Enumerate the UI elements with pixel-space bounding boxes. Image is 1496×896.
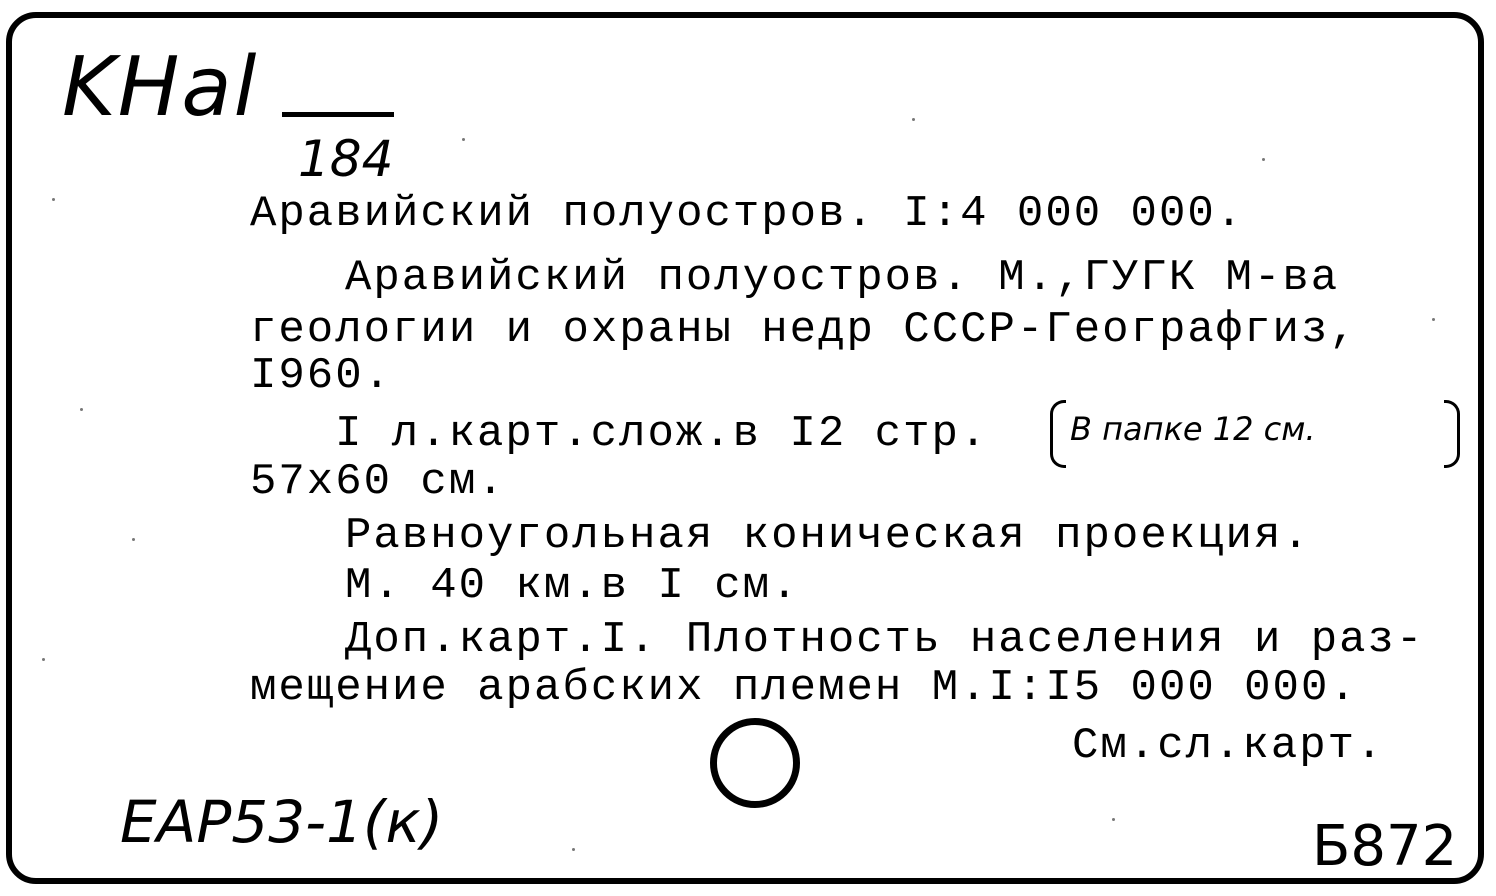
speck	[42, 658, 45, 661]
scale-line: М. 40 км.в I см.	[345, 561, 800, 611]
extent-line: I л.карт.слож.в I2 стр.	[335, 409, 989, 459]
see-next-card: См.сл.карт.	[1072, 721, 1385, 771]
catalog-card	[6, 12, 1484, 884]
projection-line: Равноугольная коническая проекция.	[345, 511, 1311, 561]
note-bracket-right	[1444, 400, 1460, 468]
publication-line-2: геологии и охраны недр СССР-Географгиз,	[250, 305, 1358, 355]
bottom-right-number: Б872	[1312, 814, 1458, 879]
punch-hole-icon	[710, 718, 800, 808]
speck	[52, 198, 55, 201]
publication-year: I960.	[250, 351, 393, 401]
speck	[462, 138, 465, 141]
supplement-line-1: Доп.карт.I. Плотность населения и раз-	[345, 615, 1425, 665]
handwritten-note: В папке 12 см.	[1070, 410, 1316, 448]
supplement-line-2: мещение арабских племен М.I:I5 000 000.	[250, 663, 1358, 713]
speck	[1262, 158, 1265, 161]
dimensions-line: 57х60 см.	[250, 457, 506, 507]
call-number-top: KHal	[62, 40, 259, 135]
speck	[132, 538, 135, 541]
title-line: Аравийский полуостров. I:4 000 000.	[250, 189, 1245, 239]
bottom-left-code: EAP53-1(к)	[120, 788, 444, 856]
publication-line-1: Аравийский полуостров. М.,ГУГК М-ва	[345, 253, 1340, 303]
note-bracket-left	[1050, 400, 1066, 468]
speck	[572, 848, 575, 851]
speck	[80, 408, 83, 411]
call-number-bottom: 184	[298, 130, 394, 188]
speck	[1432, 318, 1435, 321]
speck	[912, 118, 915, 121]
speck	[1112, 818, 1115, 821]
call-number-divider	[282, 112, 394, 117]
